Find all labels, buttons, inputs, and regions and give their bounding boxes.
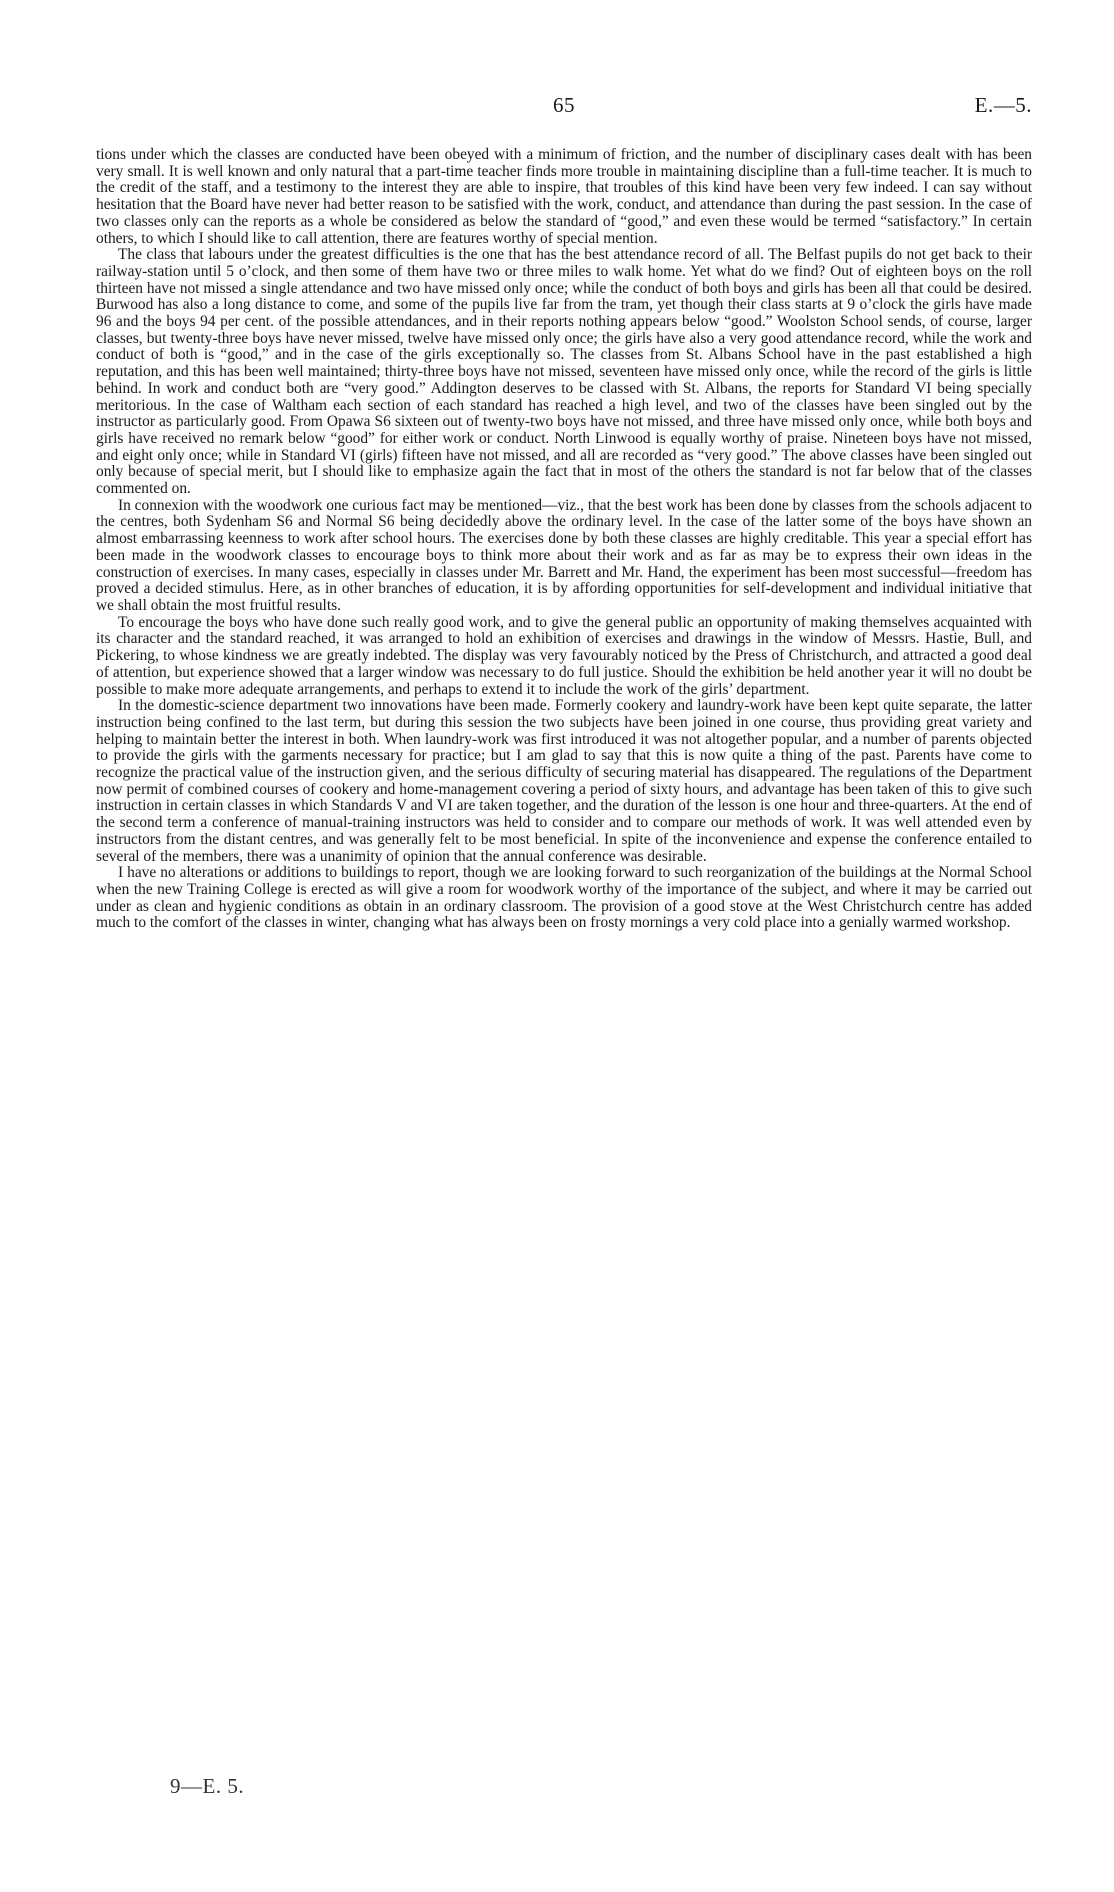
paragraph-domestic-science: In the domestic-science department two innovations have been made. Formerly cookery and laundry-work have been kept quite separate, the latter instruction being confined to the last term, but during this session the two subjects have been joined in one course, thus providing great variety and helping to maintain better the interest in both. When laundry-work was first introduced it was not altogether popular, and a number of parents objected to provide the girls with the garments necessary for practice; but I am glad to say that this is now quite a thing of the past. Parents have come to recognize the practical value of the instruction given, and the serious difficulty of securing material has disappeared. The regulations of the Department now permit of combined courses of cookery and home-management covering a period of sixty hours, and advantage has been taken of this to give such instruction in certain classes in which Standards V and VI are taken together, and the duration of the lesson is one hour and three-quarters. At the end of the second term a conference of manual-training instructors was held to consider and to compare our methods of work. It was well attended even by instructors from the distant centres, and was generally felt to be most beneficial. In spite of the inconvenience and expense the conference entailed to several of the members, there was a unanimity of opinion that the annual conference was desirable. [96,697,1032,865]
paragraph-buildings: I have no alterations or additions to buildings to report, though we are looking forward to such reorganization of the buildings at the Normal School when the new Training College is erected as will give a room for woodwork worthy of the importance of the subject, and where it may be carried out under as clean and hygienic conditions as obtain in an ordinary classroom. The provision of a good stove at the West Christchurch centre has added much to the comfort of the classes in winter, changing what has always been on frosty mornings a very cold place into a genially warmed workshop. [96,864,1032,932]
paragraph-continuation: tions under which the classes are conducted have been obeyed with a minimum of friction, and the number of disciplinary cases dealt with has been very small. It is well known and only natural that a part-time teacher finds more trouble in maintaining discipline than a full-time teacher. It is much to the credit of the staff, and a testimony to the interest they are able to inspire, that troubles of this kind have been very few indeed. I can say without hesitation that the Board have never had better reason to be satisfied with the work, conduct, and attendance than during the past session. In the case of two classes only can the reports as a whole be considered as below the standard of “good,” and even these would be termed “satisfactory.” In certain others, to which I should like to call attention, there are features worthy of special mention. [96,146,1032,247]
paragraph-attendance-records: The class that labours under the greatest difficulties is the one that has the best attendance record of all. The Belfast pupils do not get back to their railway-station until 5 o’clock, and then some of them have two or three miles to walk home. Yet what do we find? Out of eighteen boys on the roll thirteen have not missed a single attendance and two have missed only once; while the conduct of both boys and girls has been all that could be desired. Burwood has also a long distance to come, and some of the pupils live far from the tram, yet though their class starts at 9 o’clock the girls have made 96 and the boys 94 per cent. of the possible attendances, and in their reports nothing appears below “good.” Woolston School sends, of course, larger classes, but twenty-three boys have never missed, twelve have missed only once; the girls have also a very good attendance record, while the work and conduct of both is “good,” and in the case of the girls exceptionally so. The classes from St. Albans School have in the past established a high reputation, and this has been well maintained; thirty-three boys have not missed, seventeen have missed only once, while the record of the girls is little behind. In work and conduct both are “very good.” Addington deserves to be classed with St. Albans, the reports for Standard VI being specially meritorious. In the case of Waltham each section of each standard has reached a high level, and two of the classes have been singled out by the instructor as particularly good. From Opawa S6 sixteen out of twenty-two boys have not missed, and three have missed only once, while both boys and girls have received no remark below “good” for either work or conduct. North Linwood is equally worthy of praise. Nineteen boys have not missed, and eight only once; while in Standard VI (girls) fifteen have not missed, and all are recorded as “very good.” The above classes have been singled out only because of special merit, but I should like to emphasize again the fact that in most of the others the standard is not far below that of the classes commented on. [96,246,1032,498]
page-header [96,93,1032,123]
signature-reference: 9—E. 5. [170,1774,245,1798]
paragraph-woodwork: In connexion with the woodwork one curious fact may be mentioned—viz., that the best work has been done by classes from the schools adjacent to the centres, both Sydenham S6 and Normal S6 being decidedly above the ordinary level. In the case of the latter some of the boys have shown an almost embarrassing keenness to work after school hours. The exercises done by both these classes are highly creditable. This year a special effort has been made in the woodwork classes to encourage boys to think more about their work and as far as may be to express their own ideas in the construction of exercises. In many cases, especially in classes under Mr. Barrett and Mr. Hand, the experiment has been most successful—freedom has proved a decided stimulus. Here, as in other branches of education, it is by affording opportunities for self-development and individual initiative that we shall obtain the most fruitful results. [96,496,1032,614]
page-number: 65 [553,93,575,117]
document-reference: E.—5. [974,93,1032,117]
report-body [96,147,1032,932]
paragraph-exhibition: To encourage the boys who have done such really good work, and to give the general public an opportunity of making themselves acquainted with its character and the standard reached, it was arranged to hold an exhibition of exercises and drawings in the window of Messrs. Hastie, Bull, and Pickering, to whose kindness we are greatly indebted. The display was very favourably noticed by the Press of Christchurch, and attracted a good deal of attention, but experience showed that a larger window was necessary to do full justice. Should the exhibition be held another year it will no doubt be possible to make more adequate arrangements, and perhaps to extend it to include the work of the girls’ department. [96,613,1032,698]
